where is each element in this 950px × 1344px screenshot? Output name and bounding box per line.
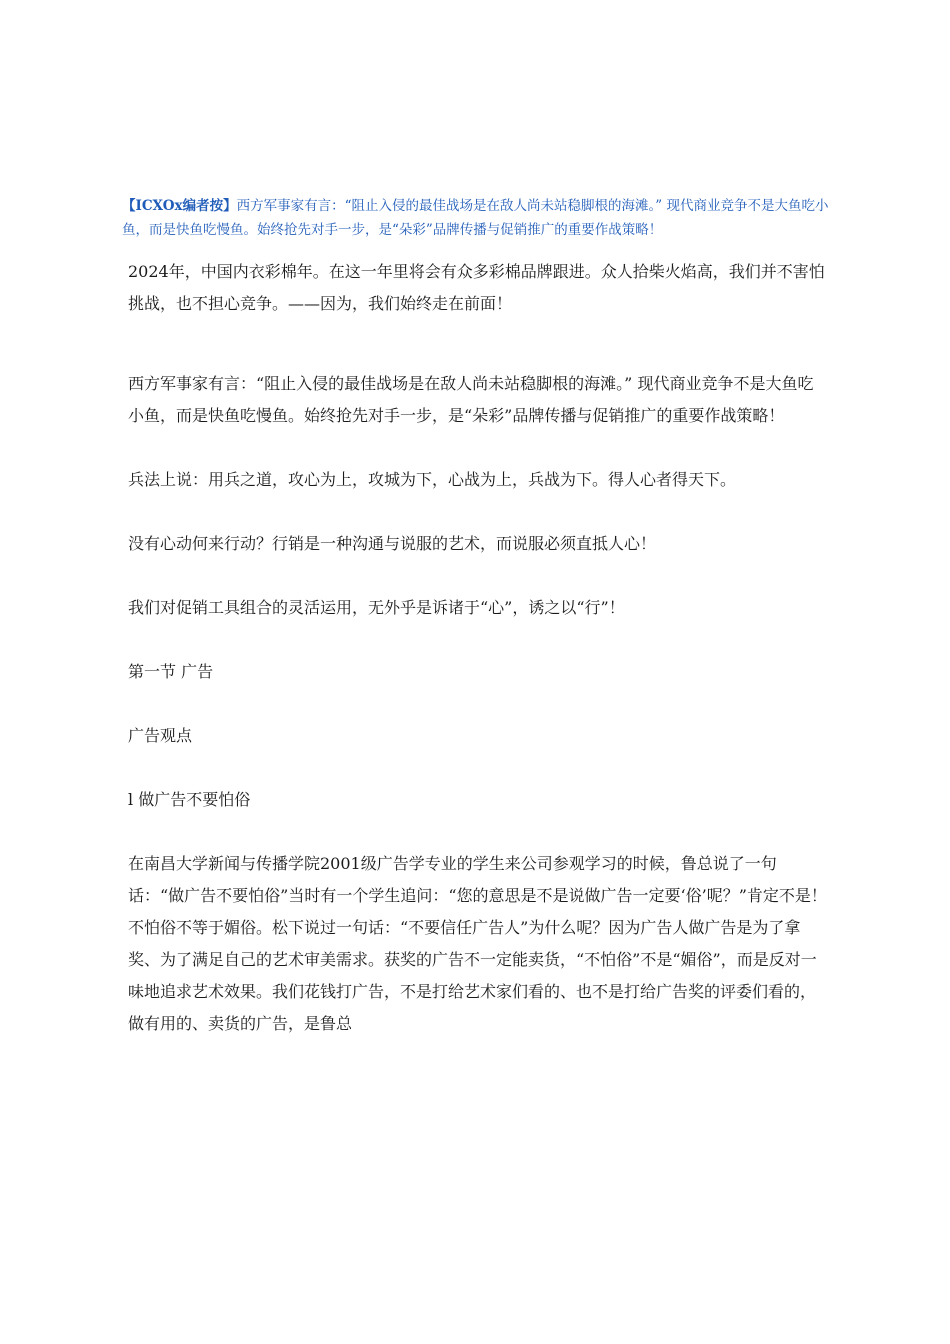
paragraph-intro: 2024年，中国内衣彩棉年。在这一年里将会有众多彩棉品牌跟进。众人拾柴火焰高，我们并不害怕挑战，也不担心竞争。——因为，我们始终走在前面！ (128, 262, 825, 313)
editor-note (122, 194, 834, 242)
paragraph-promotion-tools: 我们对促销工具组合的灵活运用，无外乎是诉诸于“心”，诱之以“行”！ (128, 598, 625, 617)
paragraph-art-of-war: 兵法上说：用兵之道，攻心为上，攻城为下，心战为上，兵战为下。得人心者得天下。 (128, 470, 737, 489)
list-item-heading: l 做广告不要怕俗 (128, 790, 251, 809)
document-body (128, 256, 828, 1040)
editor-note-tag: 【ICXOx编者按】 (122, 198, 237, 214)
subsection-heading: 广告观点 (128, 726, 193, 745)
paragraph-quote: 西方军事家有言：“阻止入侵的最佳战场是在敌人尚未站稳脚根的海滩。” 现代商业竞争不是大鱼吃小鱼，而是快鱼吃慢鱼。始终抢先对手一步，是“朵彩”品牌传播与促销推广的重要作战策略！ (128, 374, 814, 425)
section-heading: 第一节 广告 (128, 662, 214, 681)
paragraph-persuasion: 没有心动何来行动？行销是一种沟通与说服的艺术，而说服必须直抵人心！ (128, 534, 657, 553)
paragraph-ad-story: 在南昌大学新闻与传播学院2001级广告学专业的学生来公司参观学习的时候，鲁总说了一句话：“做广告不要怕俗”当时有一个学生追问：“您的意思是不是说做广告一定要‘俗’呢？”肯定不是！不怕俗不等于媚俗。松下说过一句话：“不要信任广告人”为什么呢？因为广告人做广告是为了拿奖、为了满足自己的艺术审美需求。获奖的广告不一定能卖货，“不怕俗”不是“媚俗”，而是反对一味地追求艺术效果。我们花钱打广告，不是打给艺术家们看的、也不是打给广告奖的评委们看的，做有用的、卖货的广告，是鲁总 (128, 854, 827, 1033)
editor-note-text: 西方军事家有言：“阻止入侵的最佳战场是在敌人尚未站稳脚根的海滩。” 现代商业竞争不是大鱼吃小鱼，而是快鱼吃慢鱼。始终抢先对手一步，是“朵彩”品牌传播与促销推广的重要作战策略！ (122, 198, 829, 238)
